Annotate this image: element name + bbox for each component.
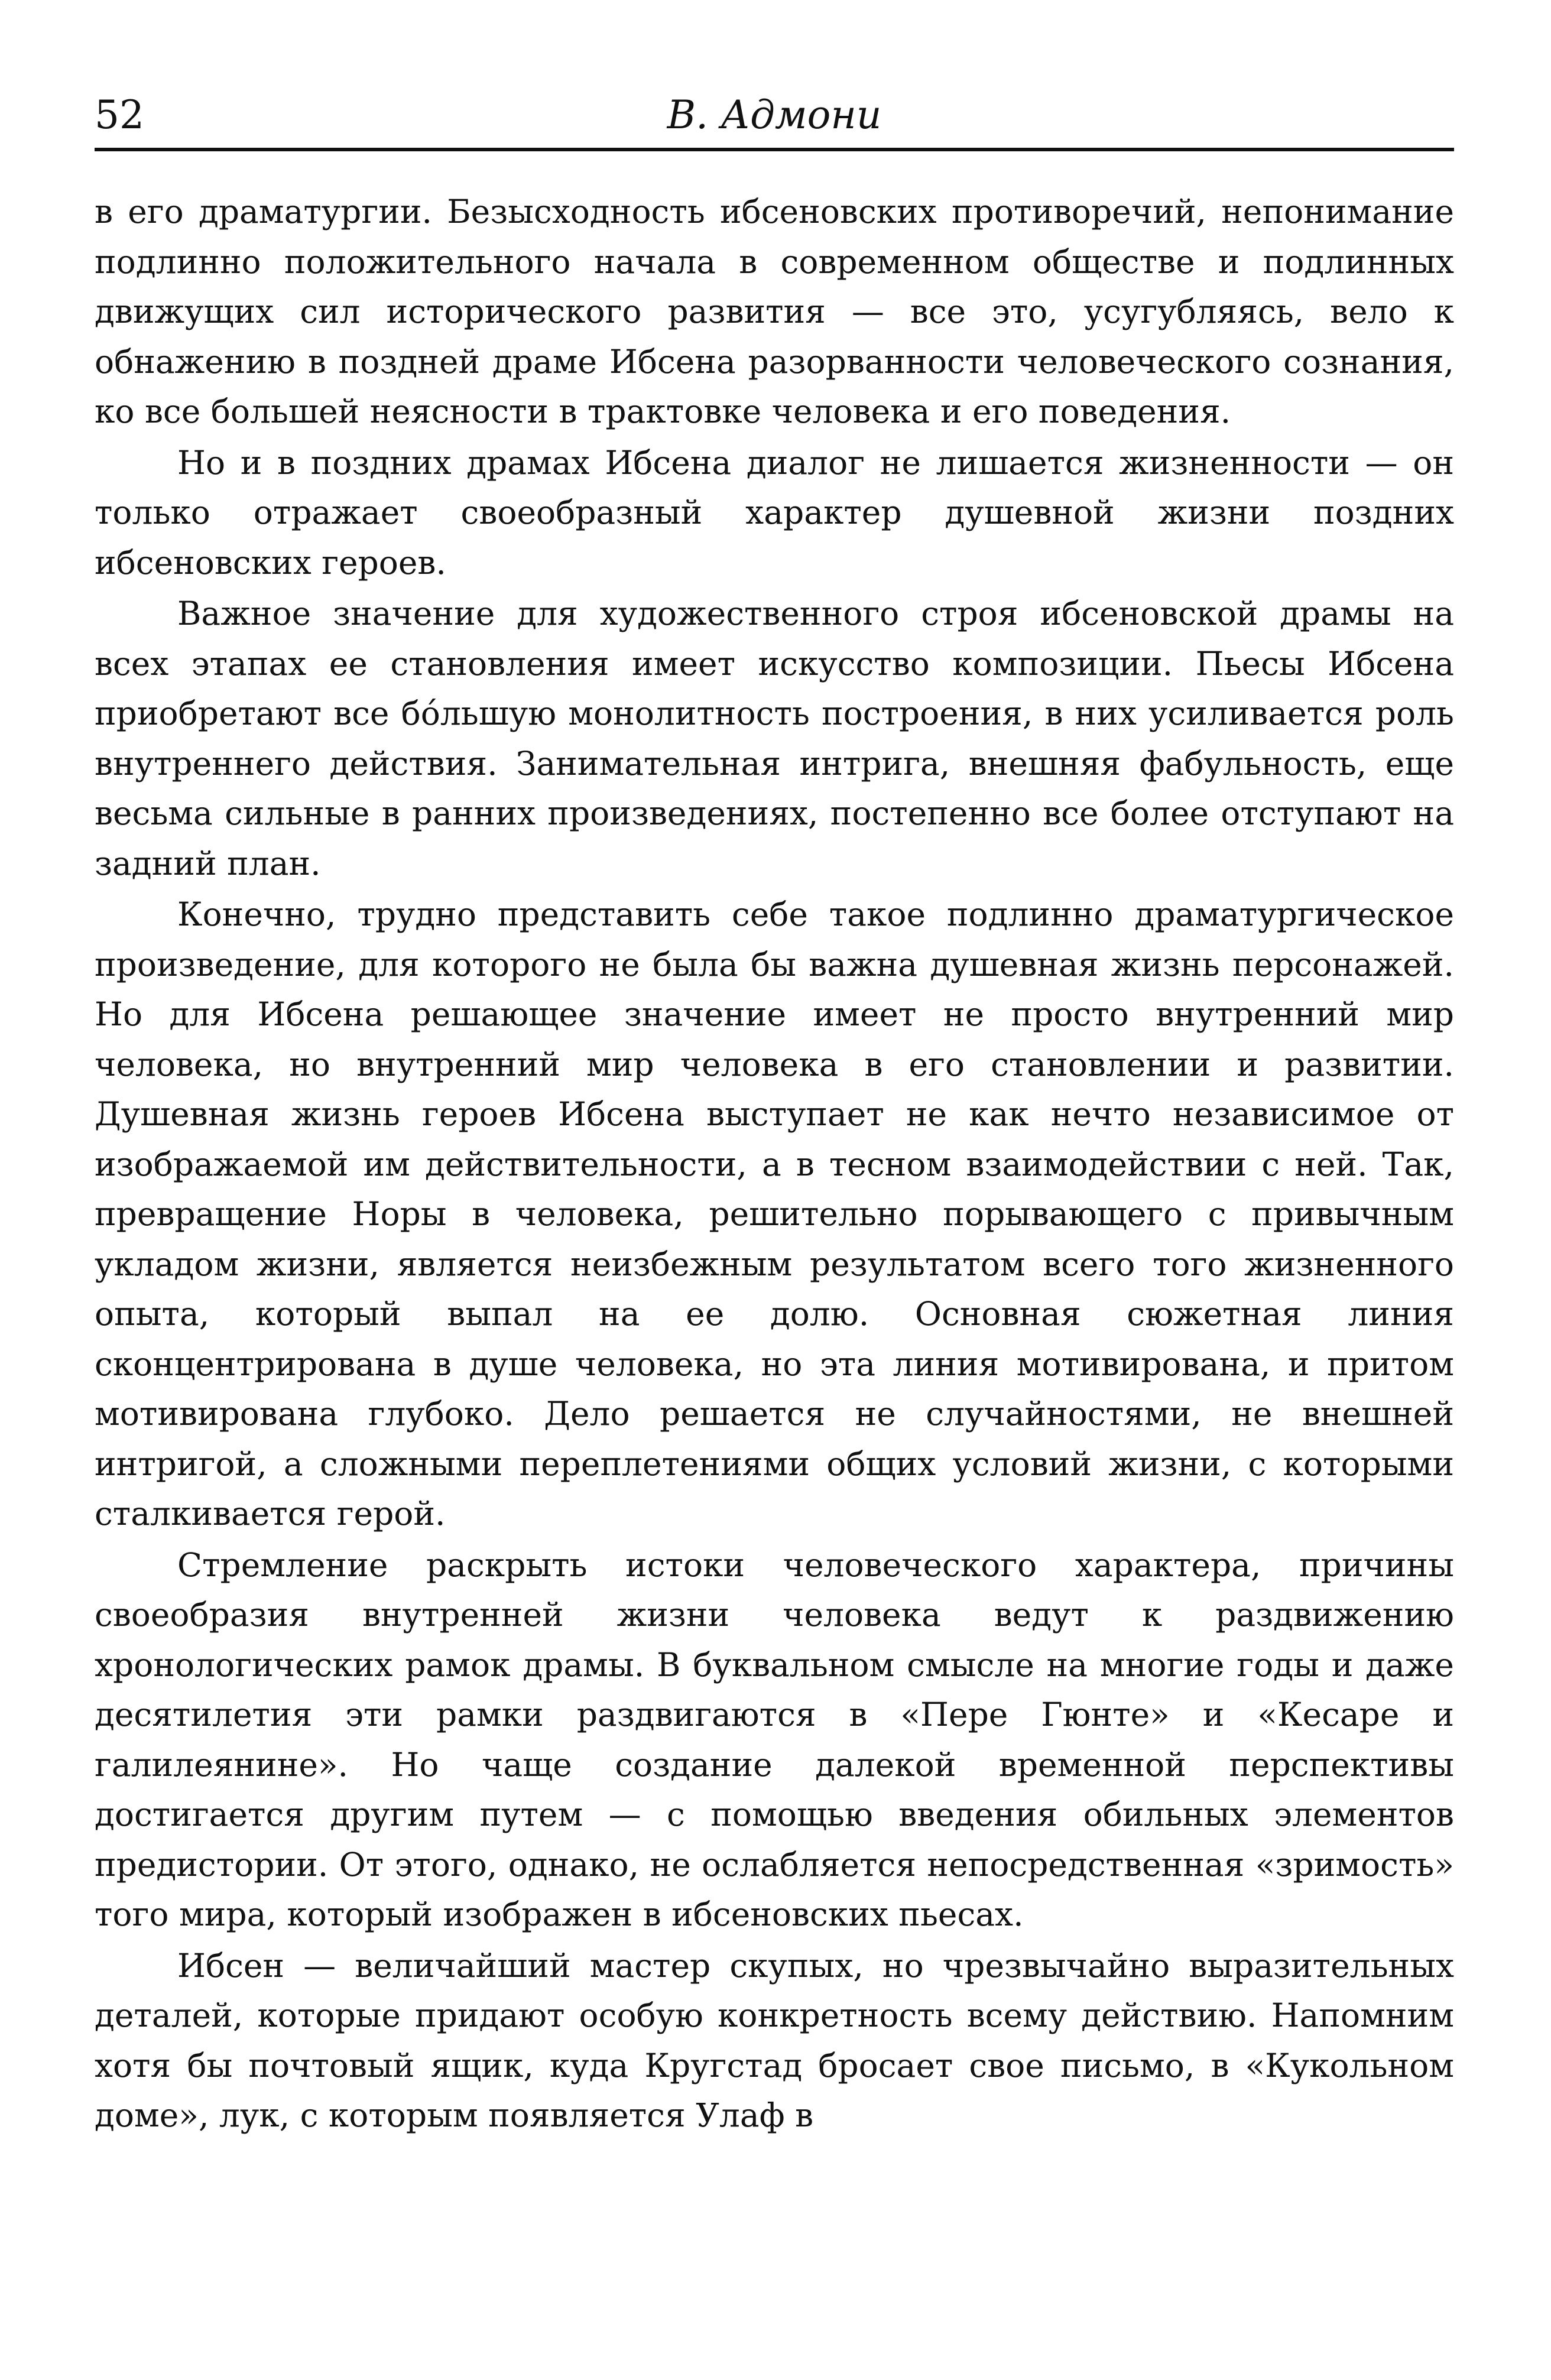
running-header [95,89,1454,154]
paragraph-3: Важное значение для художественного строя ибсеновской драмы на всех этапах ее становления имеет искусство композиции. Пьесы Ибсена приобретают все бóльшую монолитность построения, в них усиливается роль внутреннего действия. Занимательная интрига, внешняя фабульность, еще весьма сильные в ранних произведениях, постепенно все более отступают на задний план. [95,595,1454,882]
paragraph-6: Ибсен — величайший мастер скупых, но чрезвычайно выразительных деталей, которые придают особую конкретность всему действию. Напомним хотя бы почтовый ящик, куда Кругстад бросает свое письмо, в «Кукольном доме», лук, с которым появляется Улаф в [95,1946,1454,2134]
page-number: 52 [95,92,144,138]
paragraph-5: Стремление раскрыть истоки человеческого характера, причины своеобразия внутренней жизни человека ведут к раздвижению хронологических рамок драмы. В буквальном смысле на многие годы и даже десятилетия эти рамки раздвигаются в «Пере Гюнте» и «Кесаре и галилеянине». Но чаще создание далекой временной перспективы достигается другим путем — с помощью введения обильных элементов предистории. От этого, однако, не ослабляется непосредственная «зримость» того мира, который изображен в ибсеновских пьесах. [95,1545,1454,1933]
header-author: В. Адмони [667,92,882,138]
book-page [95,89,1454,2142]
body-text [95,187,1454,2141]
paragraph-1: в его драматургии. Безысходность ибсеновских противоречий, непонимание подлинно положительного начала в современном обществе и подлинных движущих сил исторического развития — все это, усугубляясь, вело к обнажению в поздней драме Ибсена разорванности человеческого сознания, ко все большей неясности в трактовке человека и его поведения. [95,193,1454,430]
paragraph-4: Конечно, трудно представить себе такое подлинно драматургическое произведение, для которого не была бы важна душевная жизнь персонажей. Но для Ибсена решающее значение имеет не просто внутренний мир человека, но внутренний мир человека в его становлении и развитии. Душевная жизнь героев Ибсена выступает не как нечто независимое от изображаемой им действительности, а в тесном взаимодействии с ней. Так, превращение Норы в человека, решительно порывающего с привычным укладом жизни, является неизбежным результатом всего того жизненного опыта, который выпал на ее долю. Основная сюжетная линия сконцентрирована в душе человека, но эта линия мотивирована, и притом мотивирована глубоко. Дело решается не случайностями, не внешней интригой, а сложными переплетениями общих условий жизни, с которыми сталкивается герой. [95,895,1454,1532]
header-rule [95,148,1454,151]
paragraph-2: Но и в поздних драмах Ибсена диалог не лишается жизненности — он только отражает своеобразный характер душевной жизни поздних ибсеновских героев. [95,443,1454,582]
